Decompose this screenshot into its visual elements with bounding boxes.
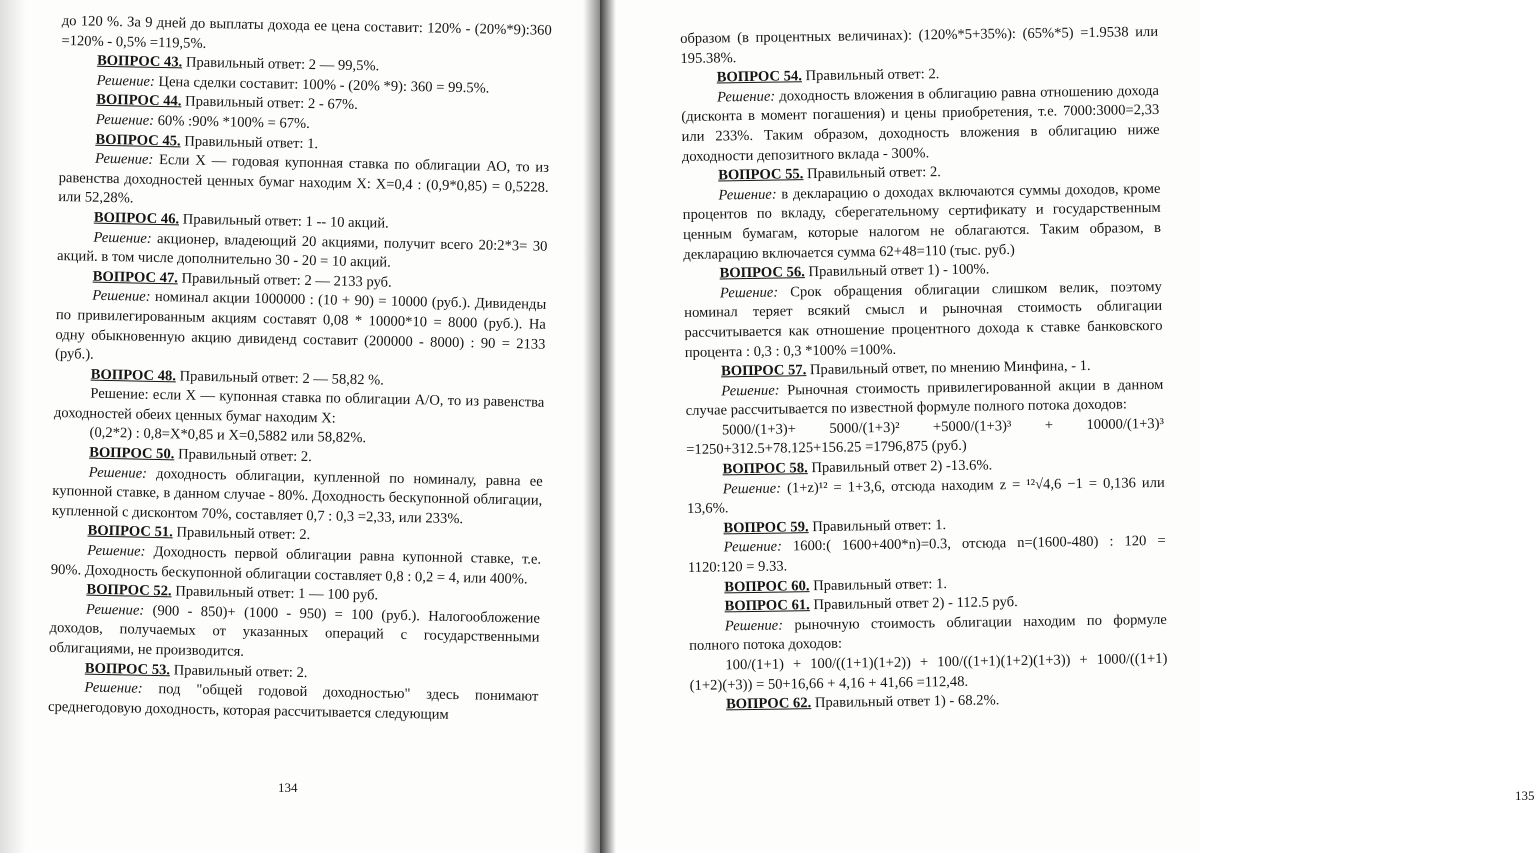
- continued-paragraph: образом (в процентных величинах): (120%*5+35%): (65%*5) =1.9538 или 195.38%.: [680, 23, 1159, 67]
- solution-label: Решение:: [722, 480, 782, 498]
- solution-text: Доходность первой облигации равна купонной ставке, т.е. 90%. Доходность бескупонной облигации составляет 0,8 : 0,2 = 4, или 400%.: [50, 543, 542, 588]
- answer-text: Правильный ответ: 1.: [808, 516, 947, 535]
- question-label: ВОПРОС 57.: [720, 362, 807, 380]
- solution-text: номинал акции 1000000 : (10 + 90) = 10000 (руб.). Дивиденды по привилегированным акциям составят 0,08 * 10000*10 = 8000 (руб.). На одну обыкновенную акцию дивиденд составит (200000 - 8000) : 90 = 2133 (руб.).: [54, 289, 547, 363]
- solution-text: доходность вложения в облигацию равна отношению дохода (дисконта в момент погашения) и цены приобретения, т.е. 7000:3000=2,33 или 233%. Таким образом, доходность вложения в облигацию ниже доходности депозитного вклада - 300%.: [681, 82, 1160, 165]
- left-page-number: 134: [278, 780, 298, 795]
- answer-text: Правильный ответ: 2.: [801, 66, 940, 85]
- answer-text: Правильный ответ: 2 - 67%.: [181, 93, 358, 114]
- question-label: ВОПРОС 51.: [87, 523, 173, 541]
- question-label: ВОПРОС 43.: [96, 52, 183, 71]
- answer-text: Правильный ответ, по мнению Минфина, - 1.: [806, 358, 1091, 379]
- question-label: ВОПРОС 47.: [92, 268, 179, 287]
- question-label: ВОПРОС 45.: [95, 131, 181, 149]
- solution-paragraph: [685, 376, 1164, 422]
- solution-text: Цена сделки составит: 100% - (20% *9): 360 = 99.5%.: [154, 73, 490, 97]
- question-label: ВОПРОС 44.: [96, 92, 182, 110]
- solution-label: Решение:: [88, 464, 148, 482]
- text-paragraph: (0,2*2) : 0,8=X*0,85 и X=0,5882 или 58,82%.: [89, 425, 367, 447]
- formula-line: 5000/(1+3)+ 5000/(1+3)² +5000/(1+3)³ + 10000/(1+3)³ =1250+312.5+78.125+156.25 =1796,875 (руб.): [686, 415, 1165, 459]
- solution-label: Решение:: [95, 111, 155, 129]
- left-page: [0, 0, 600, 853]
- continued-paragraph: до 120 %. За 9 дней до выплаты дохода ее цена составит: 120% - (20%*9):360 =120% - 0,5% =119,5%.: [61, 12, 552, 52]
- gutter-shadow-left: [583, 0, 600, 853]
- solution-paragraph: [684, 278, 1163, 363]
- solution-label: Решение:: [716, 88, 776, 106]
- solution-paragraph: [52, 463, 543, 532]
- page-edge-shadow: [0, 0, 26, 853]
- solution-paragraph: [49, 600, 540, 669]
- answer-text: Правильный ответ 1) - 100%.: [804, 261, 990, 281]
- solution-label: Решение:: [85, 601, 145, 619]
- solution-text: Срок обращения облигации слишком велик, поэтому номинал теряет всякий смысл и рыночная стоимость облигации рассчитывается как отношение процентного дохода к ставке банковского процента : 0,3 : 0,3 *100% =100%.: [684, 278, 1163, 361]
- solution-label: Решение:: [93, 229, 152, 247]
- solution-text: Если X — годовая купонная ставка по облигации АО, то из равенства доходностей ценных бумаг находим X: X=0,4 : (0,9*0,85) = 0,5228. или 52,28%.: [58, 152, 550, 207]
- solution-text: (1+z)¹² = 1+3,6, отсюда находим z = ¹²√4,6 −1 = 0,136 или 13,6%.: [686, 474, 1165, 518]
- solution-label: Решение:: [721, 382, 780, 400]
- question-label: ВОПРОС 50.: [89, 444, 175, 463]
- answer-text: Правильный ответ: 2.: [803, 164, 941, 183]
- solution-text: под "общей годовой доходностью" здесь понимают среднегодовую доходность, которая рассчитывается следующим: [47, 680, 539, 723]
- formula-line: 100/(1+1) + 100/((1+1)(1+2)) + 100/((1+1)(1+2)(1+3)) + 1000/((1+1)(1+2)(+3)) = 50+16,66 + 4,16 + 41,66 =112,48.: [689, 650, 1168, 694]
- answer-text: Правильный ответ: 1.: [809, 575, 948, 594]
- solution-label: Решение:: [723, 538, 783, 556]
- solution-text: (900 - 850)+ (1000 - 950) = 100 (руб.). Налогообложение доходов, получаемых от указанных операций с государственными облигациями, не производится.: [49, 602, 541, 660]
- question-label: ВОПРОС 55.: [718, 166, 804, 184]
- question-label: ВОПРОС 54.: [716, 68, 803, 86]
- right-page-number: 135: [1515, 788, 1535, 803]
- right-page: [600, 0, 1535, 853]
- answer-text: Правильный ответ: 2.: [174, 446, 312, 466]
- solution-label: Решение:: [92, 287, 151, 306]
- question-label: ВОПРОС 59.: [723, 518, 809, 537]
- answer-text: Правильный ответ: 2.: [172, 524, 311, 544]
- answer-text: Правильный ответ: 1 -- 10 акций.: [178, 211, 389, 232]
- solution-paragraph: [682, 180, 1161, 265]
- question-label: ВОПРОС 53.: [84, 660, 171, 678]
- solution-text: акционер, владеющий 20 акциями, получит всего 20:2*3= 30 акций. в том числе дополнительно 30 - 20 = 10 акций.: [56, 230, 548, 271]
- solution-paragraph: [58, 149, 549, 218]
- solution-label: Решение:: [94, 150, 154, 169]
- question-label: ВОПРОС 61.: [724, 597, 810, 615]
- right-page-text: [680, 23, 1168, 716]
- question-label: ВОПРОС 48.: [90, 366, 177, 385]
- gutter-shadow-right: [600, 0, 616, 853]
- answer-text: Правильный ответ: 2 — 2133 руб.: [177, 270, 392, 291]
- solution-paragraph: [681, 82, 1160, 167]
- question-label: ВОПРОС 60.: [724, 577, 810, 596]
- question-label: ВОПРОС 62.: [725, 695, 812, 713]
- solution-label: Решение:: [87, 542, 146, 560]
- answer-text: Правильный ответ: 2 — 99,5%.: [182, 54, 380, 75]
- solution-label: Решение:: [724, 617, 784, 635]
- text-paragraph: Решение: если X — купонная ставка по облигации А/О, то из равенства доходностей обеих ценных бумаг находим X:: [53, 385, 545, 427]
- solution-text: 1600:( 1600+400*n)=0.3, отсюда n=(1600-480) : 120 = 1120:120 = 9.33.: [687, 533, 1166, 576]
- question-label: ВОПРОС 46.: [93, 209, 180, 228]
- left-page-text: [48, 12, 552, 727]
- solution-text: Рыночная стоимость привилегированной акции в данном случае рассчитывается по известной формуле полного потока доходов:: [685, 376, 1164, 420]
- answer-text: Правильный ответ 2) -13.6%.: [807, 457, 993, 477]
- solution-text: доходность облигации, купленной по номиналу, равна ее купонной ставке, в данном случае - 80%. Доходность бескупонной облигации, купленной с дисконтом 70%, составляет 0,7 : 0,3 =2,33, или 233%.: [51, 465, 543, 527]
- solution-text: в декларацию о доходах включаются суммы доходов, кроме процентов по вкладу, сберегательному сертификату и государственным ценным бумагам, которые налогом не облагаются. Таким образом, в декларацию включается сумма 62+48=110 (тыс. руб.): [682, 180, 1162, 263]
- solution-text: рыночную стоимость облигации находим по формуле полного потока доходов:: [689, 611, 1167, 655]
- solution-label: Решение:: [84, 679, 143, 697]
- answer-text: Правильный ответ: 1.: [180, 132, 319, 152]
- solution-label: Решение:: [719, 284, 779, 302]
- answer-text: Правильный ответ: 2.: [169, 661, 308, 681]
- answer-text: Правильный ответ 1) - 68.2%.: [811, 692, 1000, 712]
- answer-text: Правильный ответ 2) - 112.5 руб.: [809, 594, 1018, 614]
- solution-text: 60% :90% *100% = 67%.: [153, 112, 310, 132]
- solution-paragraph: [55, 286, 546, 374]
- question-label: ВОПРОС 52.: [86, 581, 172, 600]
- solution-label: Решение:: [718, 186, 777, 204]
- question-label: ВОПРОС 56.: [719, 264, 805, 282]
- answer-text: Правильный ответ: 1 — 100 руб.: [171, 583, 379, 604]
- solution-label: Решение:: [96, 72, 156, 90]
- answer-text: Правильный ответ: 2 — 58,82 %.: [175, 368, 385, 389]
- question-label: ВОПРОС 58.: [722, 460, 808, 478]
